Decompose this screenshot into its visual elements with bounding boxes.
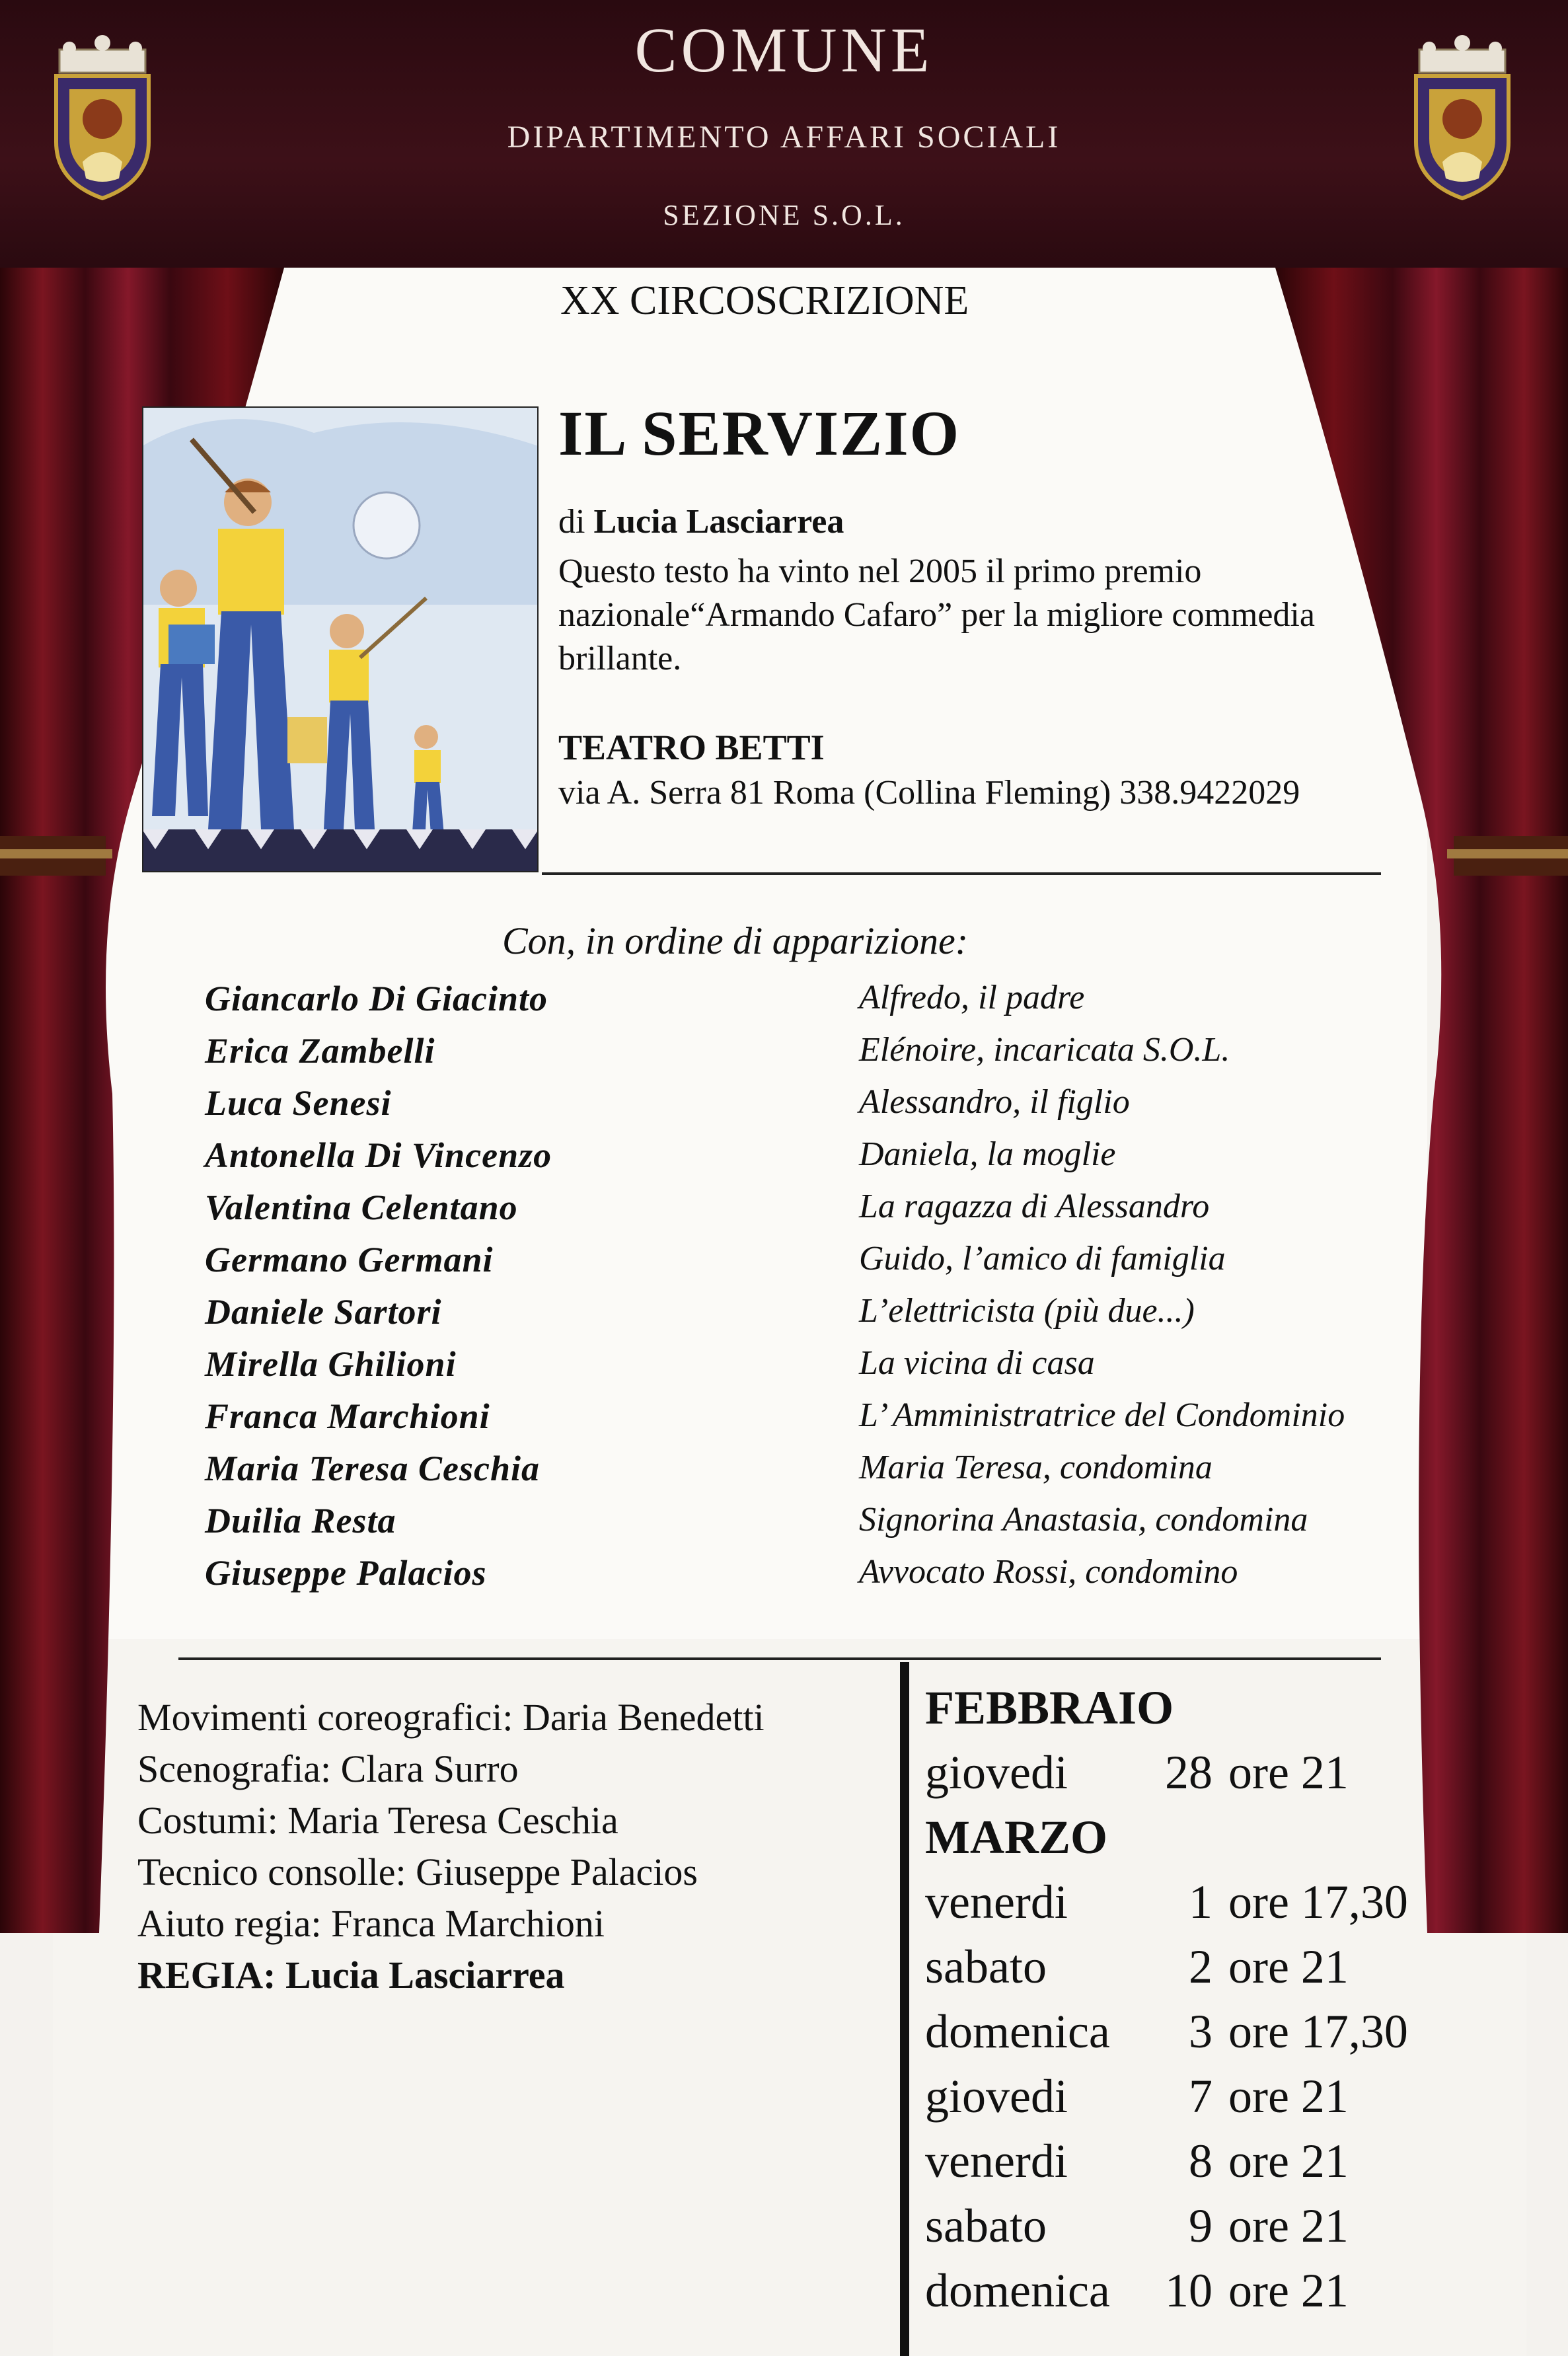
schedule-row (925, 2129, 1349, 2193)
header-section: SEZIONE S.O.L. (663, 199, 905, 231)
month-label-february: FEBBRAIO (925, 1681, 1174, 1734)
schedule-day: domenica (925, 2005, 1110, 2058)
schedule-block (925, 1675, 1408, 2323)
schedule-day: giovedi (925, 2070, 1068, 2123)
schedule-time: ore 21 (1228, 2135, 1349, 2187)
role-name: Maria Teresa, condomina (859, 1449, 1213, 1486)
author-name: Lucia Lasciarrea (593, 503, 844, 541)
play-title: IL SERVIZIO (558, 398, 961, 469)
actor-name: Giancarlo Di Giacinto (205, 979, 548, 1018)
district-label: XX CIRCOSCRIZIONE (560, 278, 969, 323)
cast-row (205, 1396, 1427, 1448)
schedule-row (925, 1999, 1408, 2064)
actor-name: Germano Germani (205, 1240, 494, 1279)
role-name: Avvocato Rossi, condomino (859, 1553, 1238, 1591)
credit-line: Costumi: Maria Teresa Ceschia (137, 1799, 618, 1842)
schedule-day: sabato (925, 2199, 1047, 2252)
cast-row (205, 1239, 1427, 1291)
schedule-date: 3 (1189, 2005, 1213, 2058)
author-line (558, 502, 844, 541)
cast-row (205, 1500, 1427, 1552)
cast-row (205, 1552, 1427, 1605)
cast-row (205, 1187, 1427, 1239)
prize-description: Questo testo ha vinto nel 2005 il primo premio nazionale“Armando Cafaro” per la migliore commedia brillante. (558, 552, 1315, 677)
actor-name: Luca Senesi (205, 1083, 392, 1123)
actor-name: Erica Zambelli (205, 1031, 435, 1071)
schedule-time: ore 21 (1228, 2199, 1349, 2252)
cast-row (205, 1030, 1427, 1083)
actor-name: Maria Teresa Ceschia (205, 1449, 541, 1488)
schedule-row (925, 2193, 1349, 2258)
credit-line: Aiuto regia: Franca Marchioni (137, 1902, 605, 1945)
cast-heading: Con, in ordine di apparizione: (502, 919, 969, 962)
role-name: Guido, l’amico di famiglia (859, 1240, 1226, 1277)
schedule-day: giovedi (925, 1746, 1068, 1799)
actor-name: Duilia Resta (205, 1501, 396, 1540)
schedule-time: ore 21 (1228, 2070, 1349, 2123)
role-name: Signorina Anastasia, condomina (859, 1501, 1308, 1539)
role-name: L’elettricista (più due...) (859, 1292, 1195, 1330)
poster-illustration-icon (142, 406, 539, 872)
theatre-address: via A. Serra 81 Roma (Collina Fleming) 338.9422029 (558, 774, 1300, 812)
schedule-divider (900, 1662, 909, 2356)
schedule-date: 2 (1189, 1940, 1213, 1993)
schedule-day: domenica (925, 2264, 1110, 2317)
credit-line: Movimenti coreografici: Daria Benedetti (137, 1696, 765, 1739)
schedule-row (925, 1740, 1349, 1805)
schedule-day: sabato (925, 1940, 1047, 1993)
month-label-march: MARZO (925, 1811, 1107, 1864)
director-credit: REGIA: Lucia Lasciarrea (137, 1954, 565, 1996)
actor-name: Valentina Celentano (205, 1188, 518, 1227)
schedule-date: 28 (1165, 1746, 1213, 1799)
cast-row (205, 1083, 1427, 1135)
schedule-date: 9 (1189, 2199, 1213, 2252)
cast-row (205, 978, 1427, 1030)
role-name: L’ Amministratrice del Condominio (859, 1396, 1345, 1434)
cast-row (205, 1291, 1427, 1344)
cast-row (205, 1135, 1427, 1187)
cast-row (205, 1344, 1427, 1396)
schedule-time: ore 21 (1228, 1940, 1349, 1993)
author-prefix: di (558, 503, 585, 541)
schedule-date: 10 (1165, 2264, 1213, 2317)
schedule-time: ore 21 (1228, 2264, 1349, 2317)
actor-name: Daniele Sartori (205, 1292, 442, 1332)
role-name: Alfredo, il padre (859, 979, 1085, 1016)
schedule-date: 1 (1189, 1876, 1213, 1928)
schedule-time: ore 21 (1228, 1746, 1349, 1799)
schedule-date: 8 (1189, 2135, 1213, 2187)
role-name: La vicina di casa (859, 1344, 1095, 1382)
actor-name: Giuseppe Palacios (205, 1553, 487, 1593)
actor-name: Antonella Di Vincenzo (205, 1135, 552, 1175)
credit-line: Tecnico consolle: Giuseppe Palacios (137, 1850, 698, 1893)
header-department: DIPARTIMENTO AFFARI SOCIALI (507, 120, 1061, 155)
role-name: Elénoire, incaricata S.O.L. (859, 1031, 1230, 1069)
credit-line: Scenografia: Clara Surro (137, 1747, 519, 1790)
cast-row (205, 1448, 1427, 1500)
schedule-time: ore 17,30 (1228, 2005, 1408, 2058)
cast-list (205, 978, 1427, 1605)
crest-left-icon (46, 30, 159, 202)
role-name: Daniela, la moglie (859, 1135, 1116, 1173)
actor-name: Franca Marchioni (205, 1396, 490, 1436)
schedule-row (925, 1934, 1349, 1999)
schedule-day: venerdi (925, 2135, 1068, 2187)
credits-block (137, 1692, 765, 2001)
divider-top (542, 872, 1381, 875)
schedule-row (925, 2258, 1349, 2323)
schedule-day: venerdi (925, 1876, 1068, 1928)
schedule-time: ore 17,30 (1228, 1876, 1408, 1928)
header-title: COMUNE (634, 15, 934, 85)
divider-bottom (178, 1657, 1381, 1660)
schedule-row (925, 2064, 1349, 2129)
schedule-row (925, 1870, 1408, 1934)
role-name: Alessandro, il figlio (859, 1083, 1130, 1121)
header-band (0, 0, 1568, 268)
theatre-name: TEATRO BETTI (558, 728, 825, 767)
actor-name: Mirella Ghilioni (205, 1344, 457, 1384)
role-name: La ragazza di Alessandro (859, 1188, 1210, 1225)
crest-right-icon (1406, 30, 1518, 202)
schedule-date: 7 (1189, 2070, 1213, 2123)
